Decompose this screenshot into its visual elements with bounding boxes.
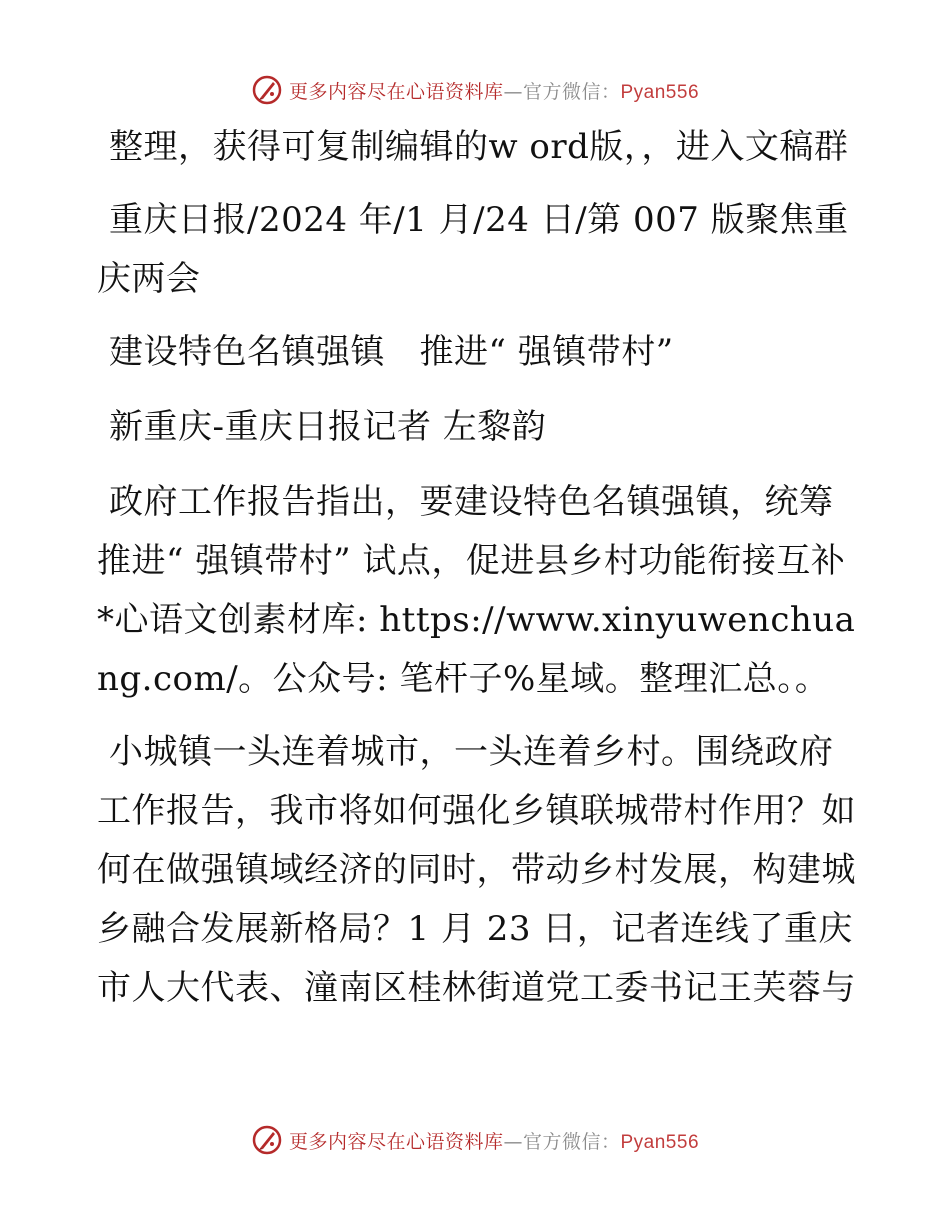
footer-banner-text: [289, 1127, 699, 1154]
header-brand-text: 更多内容尽在心语资料库: [288, 80, 504, 103]
footer-wechat-id: Pyan556: [620, 1131, 700, 1153]
paragraph-intro-note: 整理，获得可复制编辑的w ord版，，进入文稿群: [109, 127, 849, 167]
footer-brand-text: 更多内容尽在心语资料库: [288, 1130, 504, 1153]
footer-separator: —: [503, 1130, 523, 1153]
header-banner-text: [289, 77, 699, 104]
header-wechat-id: Pyan556: [620, 81, 700, 103]
footer-banner: [0, 1120, 950, 1160]
paragraph-body-1: 政府工作报告指出，要建设特色名镇强镇，统筹推进“ 强镇带村” 试点，促进县乡村功能衔接互补*心语文创素材库: https://www.xinyuwenchuang.com/。公众号: 笔杆子%星域。整理汇总。。: [97, 482, 856, 699]
footer-wechat-label: 官方微信：: [522, 1130, 621, 1153]
quill-pen-logo-icon: [251, 74, 283, 106]
paragraph-body-2: 小城镇一头连着城市，一头连着乡村。围绕政府工作报告，我市将如何强化乡镇联城带村作用？如何在做强镇域经济的同时，带动乡村发展，构建城乡融合发展新格局？1 月 23 日，记者连线了重庆市人大代表、潼南区桂林街道党工委书记王芙蓉与: [97, 732, 856, 1008]
quill-pen-logo-icon: [251, 1124, 283, 1156]
header-wechat-label: 官方微信：: [522, 80, 621, 103]
header-banner: [0, 70, 950, 110]
document-body: [97, 118, 857, 1032]
article-byline: 新重庆-重庆日报记者 左黎韵: [109, 407, 547, 447]
article-title: 建设特色名镇强镇 推进“ 强镇带村”: [109, 332, 674, 372]
header-separator: —: [503, 80, 523, 103]
paragraph-source-line: 重庆日报/2024 年/1 月/24 日/第 007 版聚焦重庆两会: [97, 200, 849, 299]
